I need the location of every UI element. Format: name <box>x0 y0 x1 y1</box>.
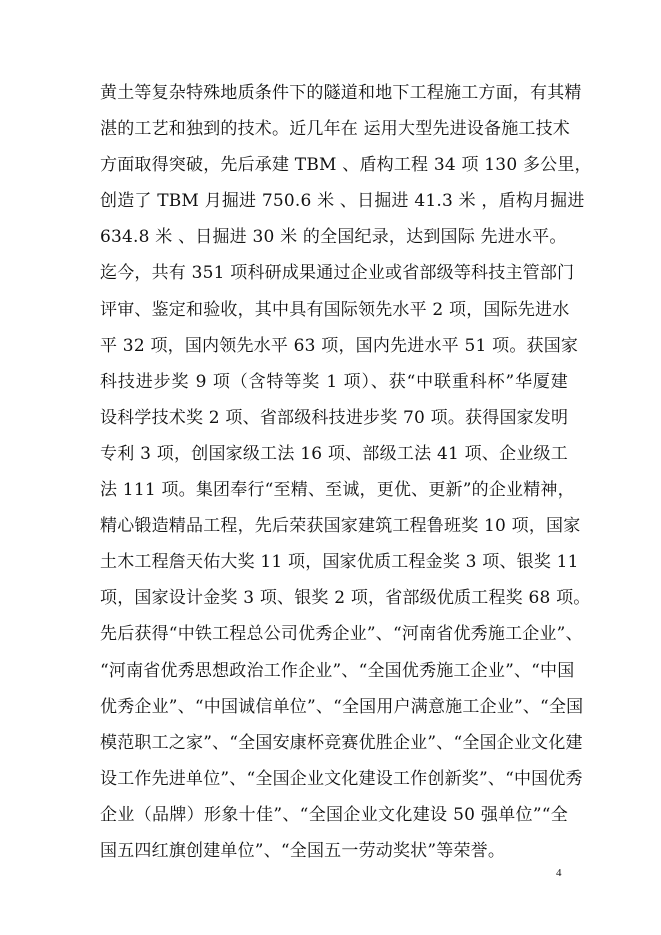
text-line: 黄土等复杂特殊地质条件下的隧道和地下工程施工方面，有其精 <box>100 83 582 103</box>
text-line: 设工作先进单位”、“全国企业文化建设工作创新奖”、“中国优秀 <box>100 768 583 789</box>
page-number: 4 <box>556 867 562 879</box>
text-line: 项，国家设计金奖 3 项、银奖 2 项，省部级优质工程奖 68 项。 <box>100 588 591 609</box>
text-line: 法 111 项。集团奉行“至精、至诚，更优、更新”的企业精神， <box>100 480 575 501</box>
text-line: 科技进步奖 9 项（含特等奖 1 项）、获“中联重科杯”华厦建 <box>100 371 568 392</box>
text-line: 专利 3 项，创国家级工法 16 项、部级工法 41 项、企业级工 <box>100 443 568 464</box>
text-line: “河南省优秀思想政治工作企业”、“全国优秀施工企业”、“中国 <box>100 660 575 681</box>
text-line: 设科学技术奖 2 项、省部级科技进步奖 70 项。获得国家发明 <box>100 407 569 428</box>
text-line: 湛的工艺和独到的技术。近几年在 运用大型先进设备施工技术 <box>100 119 571 140</box>
text-line: 企业（品牌）形象十佳”、“全国企业文化建设 50 强单位”“全 <box>100 804 568 825</box>
body-text <box>100 75 592 869</box>
text-line: 634.8 米 、日掘进 30 米 的全国纪录，达到国际 先进水平。 <box>100 227 567 248</box>
text-line: 国五四红旗创建单位”、“全国五一劳动奖状”等荣誉。 <box>100 840 506 861</box>
text-line: 平 32 项，国内领先水平 63 项，国内先进水平 51 项。获国家 <box>100 335 579 356</box>
text-line: 先后获得“中铁工程总公司优秀企业”、“河南省优秀施工企业”、 <box>100 624 583 645</box>
text-line: 评审、鉴定和验收，其中具有国际领先水平 2 项，国际先进水 <box>100 299 570 320</box>
text-line: 优秀企业”、“中国诚信单位”、“全国用户满意施工企业”、“全国 <box>100 696 584 717</box>
text-line: 迄今，共有 351 项科研成果通过企业或省部级等科技主管部门 <box>100 263 575 284</box>
text-line: 创造了 TBM 月掘进 750.6 米 、日掘进 41.3 米 ，盾构月掘进 <box>100 191 585 212</box>
text-line: 模范职工之家”、“全国安康杯竞赛优胜企业”、“全国企业文化建 <box>100 732 583 753</box>
text-line: 土木工程詹天佑大奖 11 项，国家优质工程金奖 3 项、银奖 11 <box>100 552 579 573</box>
text-line: 方面取得突破，先后承建 TBM 、盾构工程 34 项 130 多公里， <box>100 155 592 176</box>
text-line: 精心锻造精品工程，先后荣获国家建筑工程鲁班奖 10 项，国家 <box>100 516 581 537</box>
